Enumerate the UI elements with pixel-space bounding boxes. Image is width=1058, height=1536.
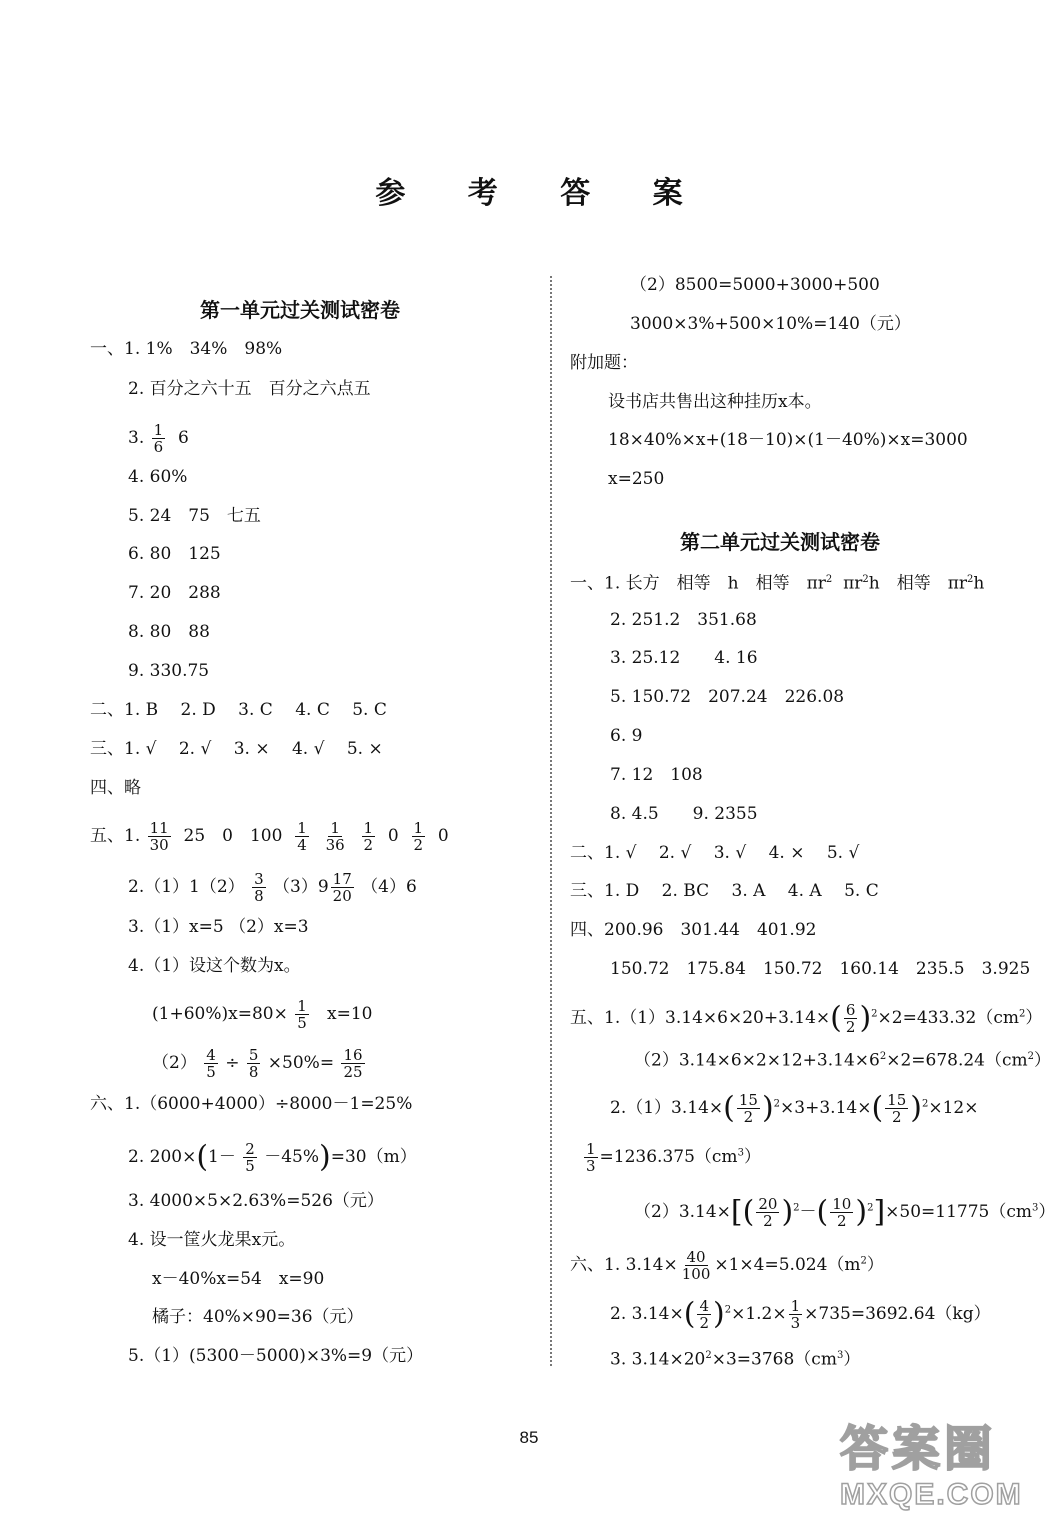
answer-line: 2.（1）3.14×( $\frac{15}{2}$ )$^2$×3+3.14×( $\frac{15}{2}$ )$^2$×12× xyxy=(610,1090,979,1126)
answer-line: 三、1. D 2. BC 3. A 4. A 5. C xyxy=(570,881,879,901)
answer-line: 8. 80 88 xyxy=(128,622,210,642)
answer-line: 五、1. $\frac{11}{30}$ 25 0 100 $\frac{1}{4}$ $\frac{1}{36}$ $\frac{1}{2}$ 0 $\frac{1}{2}$ 0 xyxy=(90,819,449,854)
answer-line: 一、1. 长方 相等 h 相等 $\pi r^2$ $\pi r^2h$ 相等 $\pi r^2h$ xyxy=(570,573,985,594)
answer-line: 3000×3%+500×10%=140（元） xyxy=(630,314,911,334)
answer-line: 2. 3.14×( $\frac{4}{2}$ )$^2$×1.2× $\frac{1}{3}$ ×735=3692.64（kg） xyxy=(610,1296,991,1332)
answer-line: 附加题： xyxy=(570,353,638,373)
answer-line: 6. 80 125 xyxy=(128,544,221,564)
answer-line: （2）3.14×[( $\frac{20}{2}$ )$^2$－( $\frac{10}{2}$ )$^2]\times 50=11775(cm^3)$ xyxy=(634,1194,1056,1230)
answer-line: 一、1. 1% 34% 98% xyxy=(90,339,283,359)
answer-line: 7. 12 108 xyxy=(610,765,703,785)
answer-line: 9. 330.75 xyxy=(128,661,210,681)
answer-line: $(2)3.14\times 6\times 2\times 12+3.14\times 6^2\times 2=678.24(cm^2)$ xyxy=(634,1050,1052,1071)
unit1-title: 第一单元过关测试密卷 xyxy=(200,298,400,322)
page-number: 85 xyxy=(519,1428,539,1447)
answer-line: 150.72 175.84 150.72 160.14 235.5 3.925 xyxy=(610,959,1031,979)
answer-line: 六、1.（6000+4000）÷8000－1=25% xyxy=(90,1094,413,1114)
answer-line: 三、1. √ 2. √ 3. × 4. √ 5. × xyxy=(90,739,383,759)
answer-line: 5. 150.72 207.24 226.08 xyxy=(610,687,845,707)
answer-line: 四、200.96 301.44 401.92 xyxy=(570,920,817,940)
answer-line: 六、1. 3.14× $\frac{40}{100}$ $\times 1\times 4=5.024(m^2)$ xyxy=(570,1248,884,1283)
answer-line: 7. 20 288 xyxy=(128,583,221,603)
site-watermark-logo: 答案圈 MXQE.COM xyxy=(840,1423,1023,1511)
answer-line: x=250 xyxy=(608,469,665,489)
fraction: $\frac{1}{6}$ xyxy=(153,421,164,456)
answer-line: 2. 200×(1－ $\frac{2}{5}$ －45%)=30（m） xyxy=(128,1139,417,1175)
column-divider xyxy=(550,276,552,1366)
answer-line: 四、略 xyxy=(90,778,141,798)
answer-line: 橘子：40%×90=36（元） xyxy=(152,1307,364,1327)
answer-line: 3. 25.12 4. 16 xyxy=(610,648,758,668)
answer-line: 4. 设一筐火龙果x元。 xyxy=(128,1230,296,1250)
answer-line: 设书店共售出这种挂历x本。 xyxy=(608,392,822,412)
answer-line: 8. 4.5 9. 2355 xyxy=(610,804,758,824)
answer-line: 18×40%×x+(18－10)×(1－40%)×x=3000 xyxy=(608,430,968,450)
answer-line: 5. 24 75 七五 xyxy=(128,506,261,526)
answer-line: x－40%x=54 x=90 xyxy=(152,1269,325,1289)
answer-line: 2.（1）1（2） $\frac{3}{8}$ （3）9 $\frac{17}{20}$ （4）6 xyxy=(128,870,417,905)
answer-line: $\frac{1}{3}$ $=1236.375(cm^3)$ xyxy=(586,1140,761,1175)
unit2-title: 第二单元过关测试密卷 xyxy=(680,530,880,554)
answer-line: 6. 9 xyxy=(610,726,643,746)
answer-line: 3. $\frac{1}{6}$ 6 xyxy=(128,421,189,456)
answer-line: 3.（1）x=5 （2）x=3 xyxy=(128,917,309,937)
page-title: 参 考 答 案 xyxy=(375,176,709,211)
answer-line: （2） $\frac{4}{5}$ ÷ $\frac{5}{8}$ ×50%= $\frac{16}{25}$ xyxy=(152,1046,363,1081)
answer-line: 4. 60% xyxy=(128,467,188,487)
answer-line: 5.（1）(5300－5000)×3%=9（元） xyxy=(128,1346,424,1366)
answer-line: (1+60%)x=80× $\frac{1}{5}$ x=10 xyxy=(152,997,373,1032)
answer-line: 二、1. B 2. D 3. C 4. C 5. C xyxy=(90,700,387,720)
answer-line: 2. 251.2 351.68 xyxy=(610,610,757,630)
answer-line: 五、1.（1）3.14×6×20+3.14×( $\frac{6}{2}$ )$^2\times 2=433.32(cm^2)$ xyxy=(570,1000,1043,1036)
answer-line: 二、1. √ 2. √ 3. √ 4. × 5. √ xyxy=(570,843,860,863)
answer-line: 3. 4000×5×2.63%=526（元） xyxy=(128,1191,384,1211)
answer-line: 2. 百分之六十五 百分之六点五 xyxy=(128,379,371,399)
answer-line: （2）8500=5000+3000+500 xyxy=(630,275,880,295)
answer-line: 3. $3.14\times 20^2\times 3=3768(cm^3)$ xyxy=(610,1349,861,1370)
answer-line: 4.（1）设这个数为x。 xyxy=(128,956,301,976)
